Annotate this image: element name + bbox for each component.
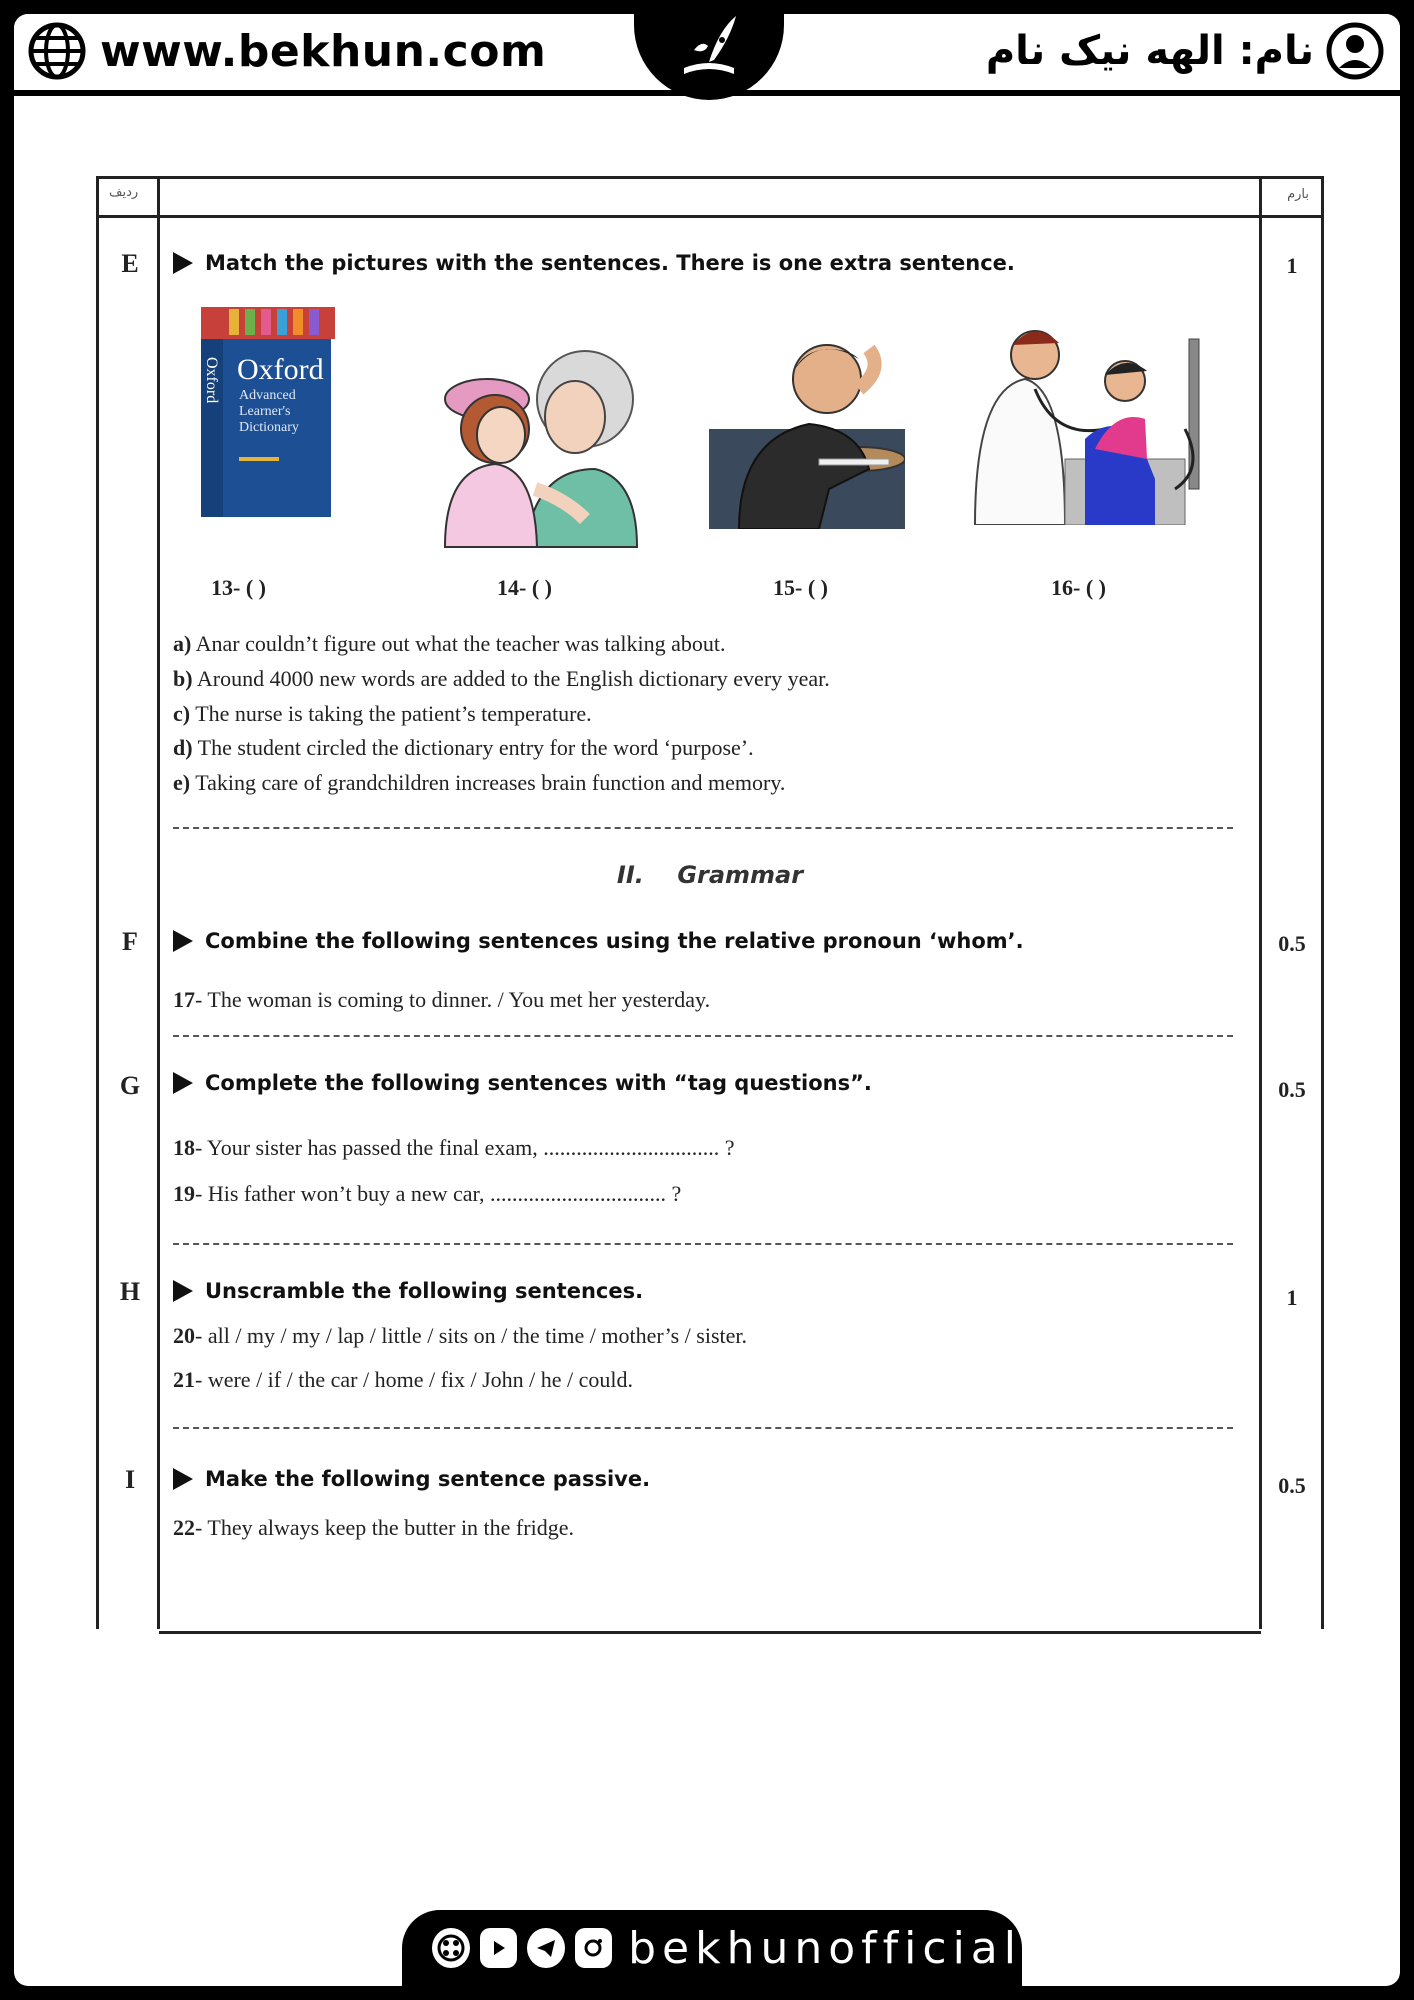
youtube-icon[interactable] [480,1928,518,1968]
question-19: 19- His father won’t buy a new car, ................................ ? [173,1181,682,1206]
score-header: بارم [1287,187,1309,202]
column-divider [157,179,160,1629]
question-17: 17- The woman is coming to dinner. / You met her yesterday. [173,987,711,1012]
picture-label-16: 16- ( ) [1051,575,1106,600]
bottom-divider [159,1631,1261,1634]
instruction-i: Make the following sentence passive. [173,1467,650,1491]
divider [173,827,1233,829]
instruction-e: Match the pictures with the sentences. There is one extra sentence. [173,251,1015,275]
picture-grandmother-child [425,329,641,549]
student-name: نام: الهه نیک نام [985,28,1314,74]
arrow-icon [173,1072,193,1094]
column-divider [1259,179,1262,1629]
divider [173,1243,1233,1245]
instruction-g: Complete the following sentences with “tag questions”. [173,1071,872,1095]
brand-logo [634,14,784,100]
section-score-e: 1 [1286,253,1298,278]
section-letter-e: E [121,249,139,278]
sentence-e: e) Taking care of grandchildren increases brain function and memory. [173,770,786,795]
quill-book-logo-icon [664,14,754,90]
question-21: 21- were / if / the car / home / fix / John / he / could. [173,1367,634,1392]
confused-student-icon [709,329,905,529]
header-bar [14,14,1400,96]
site-url[interactable]: www.bekhun.com [100,25,547,77]
telegram-icon[interactable] [527,1928,565,1968]
sentence-c: c) The nurse is taking the patient’s temperature. [173,701,592,726]
arrow-icon [173,252,193,274]
arrow-icon [173,1280,193,1302]
sentence-d: d) The student circled the dictionary entry for the word ‘purpose’. [173,735,754,760]
section-letter-g: G [119,1071,141,1100]
section-letter-h: H [119,1277,141,1306]
divider [173,1035,1233,1037]
aparat-icon[interactable] [432,1928,470,1968]
user-avatar-icon [1326,22,1384,80]
section-score-i: 0.5 [1278,1473,1306,1498]
dictionary-book-icon [199,307,339,525]
section-score-g: 0.5 [1278,1077,1306,1102]
instagram-icon[interactable] [575,1928,613,1968]
social-footer [402,1910,1022,1986]
svg-text:Dictionary: Dictionary [239,420,299,435]
section-letter-i: I [124,1465,136,1494]
divider [173,1427,1233,1429]
section-score-f: 0.5 [1278,931,1306,956]
site-link[interactable] [28,22,546,80]
row-header: ردیف [109,185,139,200]
instruction-h: Unscramble the following sentences. [173,1279,643,1303]
svg-text:Oxford: Oxford [237,353,324,386]
instruction-f: Combine the following sentences using the relative pronoun ‘whom’. [173,929,1024,953]
picture-doctor-patient [965,319,1217,525]
grandmother-hugging-child-icon [425,329,641,549]
picture-label-14: 14- ( ) [497,575,552,600]
exam-table [96,176,1324,1629]
question-20: 20- all / my / my / lap / little / sits on / the time / mother’s / sister. [173,1323,747,1348]
svg-text:Learner's: Learner's [239,404,291,419]
svg-text:Advanced: Advanced [239,388,296,403]
picture-label-15: 15- ( ) [773,575,828,600]
svg-text:Oxford: Oxford [203,357,220,404]
globe-icon [28,22,86,80]
header-row-divider [99,215,1321,218]
sentence-b: b) Around 4000 new words are added to the English dictionary every year. [173,666,830,691]
page [14,14,1400,1986]
question-18: 18- Your sister has passed the final exam, ................................ ? [173,1135,735,1160]
arrow-icon [173,1468,193,1490]
section-score-h: 1 [1286,1285,1298,1310]
section-letter-f: F [122,927,138,956]
picture-dictionary [199,307,339,525]
student-name-block [986,22,1384,80]
social-handle[interactable]: bekhunofficial [628,1922,1022,1974]
sentence-a: a) Anar couldn’t figure out what the teacher was talking about. [173,631,726,656]
question-22: 22- They always keep the butter in the fridge. [173,1515,574,1540]
grammar-heading: II. Grammar [616,861,804,889]
picture-label-13: 13- ( ) [211,575,266,600]
doctor-patient-icon [965,319,1217,525]
picture-confused-student [709,329,905,529]
arrow-icon [173,930,193,952]
